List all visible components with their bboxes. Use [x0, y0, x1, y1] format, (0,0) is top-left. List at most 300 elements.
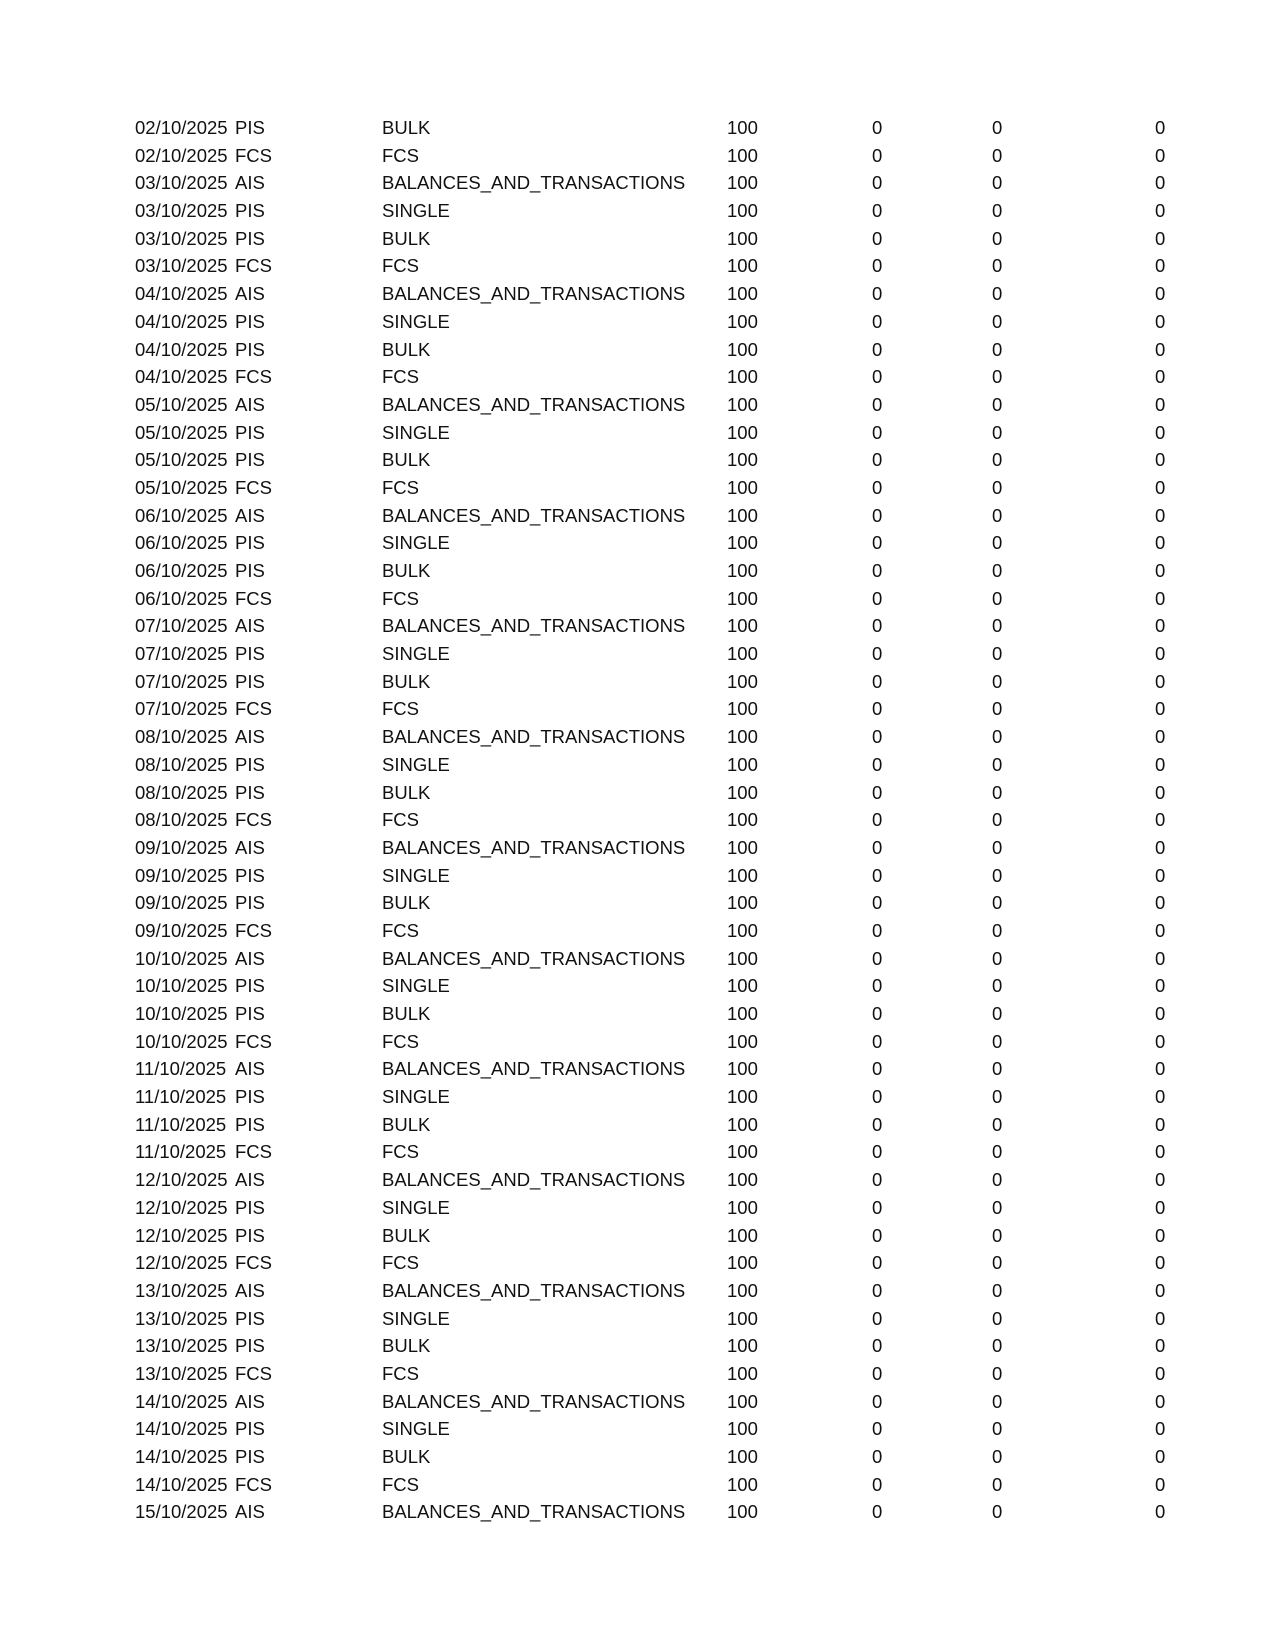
date-cell: 14/10/2025 [135, 1473, 228, 1495]
type-cell: SINGLE [382, 421, 450, 443]
value-4-cell: 0 [1155, 144, 1166, 166]
value-1-cell: 100 [727, 1058, 758, 1080]
value-1-cell: 100 [727, 975, 758, 997]
table-row [0, 169, 1275, 197]
value-3-cell: 0 [992, 1196, 1003, 1218]
value-4-cell: 0 [1155, 1501, 1166, 1523]
table-row [0, 1028, 1275, 1056]
value-2-cell: 0 [872, 836, 883, 858]
table-row [0, 1277, 1275, 1305]
api-cell: AIS [235, 726, 265, 748]
date-cell: 06/10/2025 [135, 504, 228, 526]
value-2-cell: 0 [872, 310, 883, 332]
value-3-cell: 0 [992, 1390, 1003, 1412]
value-4-cell: 0 [1155, 947, 1166, 969]
value-3-cell: 0 [992, 1003, 1003, 1024]
value-1-cell: 100 [727, 283, 758, 305]
api-cell: FCS [235, 255, 272, 277]
value-2-cell: 0 [872, 892, 883, 914]
type-cell: BULK [382, 1003, 431, 1024]
api-cell: FCS [235, 1362, 272, 1384]
value-1-cell: 100 [727, 1224, 758, 1246]
value-4-cell: 0 [1155, 1446, 1166, 1467]
value-1-cell: 100 [727, 1252, 758, 1274]
value-3-cell: 0 [992, 200, 1003, 222]
value-4-cell: 0 [1155, 1030, 1166, 1052]
value-4-cell: 0 [1155, 864, 1166, 886]
date-cell: 13/10/2025 [135, 1307, 228, 1329]
value-3-cell: 0 [992, 1224, 1003, 1246]
date-cell: 07/10/2025 [135, 643, 228, 665]
table-row [0, 612, 1275, 640]
type-cell: SINGLE [382, 864, 450, 886]
value-4-cell: 0 [1155, 310, 1166, 332]
date-cell: 09/10/2025 [135, 892, 228, 914]
api-cell: PIS [235, 781, 265, 803]
value-4-cell: 0 [1155, 338, 1166, 360]
type-cell: BALANCES_AND_TRANSACTIONS [382, 947, 686, 969]
table-row [0, 1332, 1275, 1360]
value-1-cell: 100 [727, 476, 758, 498]
type-cell: BALANCES_AND_TRANSACTIONS [382, 1169, 686, 1191]
value-3-cell: 0 [992, 864, 1003, 886]
value-4-cell: 0 [1155, 1141, 1166, 1163]
type-cell: FCS [382, 144, 419, 166]
value-2-cell: 0 [872, 753, 883, 775]
value-1-cell: 100 [727, 1473, 758, 1495]
value-1-cell: 100 [727, 892, 758, 914]
value-3-cell: 0 [992, 1501, 1003, 1523]
value-2-cell: 0 [872, 1058, 883, 1080]
value-2-cell: 0 [872, 1307, 883, 1329]
value-4-cell: 0 [1155, 698, 1166, 720]
date-cell: 10/10/2025 [135, 1030, 228, 1052]
date-cell: 10/10/2025 [135, 947, 228, 969]
table-row [0, 806, 1275, 834]
value-1-cell: 100 [727, 1196, 758, 1218]
table-row [0, 1166, 1275, 1194]
api-cell: FCS [235, 144, 272, 166]
date-cell: 11/10/2025 [135, 1141, 227, 1163]
value-2-cell: 0 [872, 393, 883, 415]
api-cell: PIS [235, 1335, 265, 1357]
type-cell: BALANCES_AND_TRANSACTIONS [382, 836, 686, 858]
table-row [0, 1249, 1275, 1277]
table-row [0, 1138, 1275, 1166]
date-cell: 07/10/2025 [135, 698, 228, 720]
value-3-cell: 0 [992, 366, 1003, 388]
type-cell: BULK [382, 1224, 431, 1246]
value-1-cell: 100 [727, 117, 758, 138]
api-cell: PIS [235, 1086, 265, 1108]
type-cell: BALANCES_AND_TRANSACTIONS [382, 1279, 686, 1301]
table-row [0, 1305, 1275, 1333]
table-row [0, 1055, 1275, 1083]
value-1-cell: 100 [727, 781, 758, 803]
value-1-cell: 100 [727, 836, 758, 858]
date-cell: 06/10/2025 [135, 560, 228, 581]
api-cell: PIS [235, 338, 265, 360]
value-4-cell: 0 [1155, 1224, 1166, 1246]
value-2-cell: 0 [872, 532, 883, 554]
value-4-cell: 0 [1155, 726, 1166, 748]
value-1-cell: 100 [727, 1003, 758, 1024]
value-1-cell: 100 [727, 1141, 758, 1163]
value-1-cell: 100 [727, 560, 758, 581]
api-cell: AIS [235, 836, 265, 858]
api-cell: PIS [235, 117, 265, 138]
value-2-cell: 0 [872, 421, 883, 443]
type-cell: BALANCES_AND_TRANSACTIONS [382, 172, 686, 194]
value-4-cell: 0 [1155, 1390, 1166, 1412]
value-2-cell: 0 [872, 615, 883, 637]
value-3-cell: 0 [992, 1113, 1003, 1135]
value-3-cell: 0 [992, 643, 1003, 665]
value-3-cell: 0 [992, 393, 1003, 415]
value-4-cell: 0 [1155, 1169, 1166, 1191]
value-1-cell: 100 [727, 255, 758, 277]
type-cell: SINGLE [382, 1307, 450, 1329]
value-4-cell: 0 [1155, 393, 1166, 415]
value-3-cell: 0 [992, 836, 1003, 858]
date-cell: 12/10/2025 [135, 1169, 228, 1191]
table-row [0, 446, 1275, 474]
value-2-cell: 0 [872, 1335, 883, 1357]
value-1-cell: 100 [727, 1501, 758, 1523]
value-1-cell: 100 [727, 1307, 758, 1329]
type-cell: BULK [382, 1446, 431, 1467]
type-cell: SINGLE [382, 753, 450, 775]
api-cell: PIS [235, 200, 265, 222]
value-1-cell: 100 [727, 504, 758, 526]
type-cell: BULK [382, 1335, 431, 1357]
value-4-cell: 0 [1155, 892, 1166, 914]
value-2-cell: 0 [872, 227, 883, 249]
api-cell: PIS [235, 1446, 265, 1467]
value-3-cell: 0 [992, 144, 1003, 166]
type-cell: SINGLE [382, 1086, 450, 1108]
value-2-cell: 0 [872, 1501, 883, 1523]
value-3-cell: 0 [992, 310, 1003, 332]
table-row [0, 1388, 1275, 1416]
value-4-cell: 0 [1155, 1086, 1166, 1108]
value-1-cell: 100 [727, 338, 758, 360]
api-cell: FCS [235, 1141, 272, 1163]
value-3-cell: 0 [992, 255, 1003, 277]
date-cell: 14/10/2025 [135, 1418, 228, 1440]
value-2-cell: 0 [872, 587, 883, 609]
type-cell: BULK [382, 338, 431, 360]
value-3-cell: 0 [992, 753, 1003, 775]
value-2-cell: 0 [872, 255, 883, 277]
value-2-cell: 0 [872, 1473, 883, 1495]
value-2-cell: 0 [872, 1224, 883, 1246]
value-3-cell: 0 [992, 726, 1003, 748]
type-cell: BALANCES_AND_TRANSACTIONS [382, 615, 686, 637]
value-4-cell: 0 [1155, 476, 1166, 498]
table-row [0, 419, 1275, 447]
value-1-cell: 100 [727, 670, 758, 692]
value-2-cell: 0 [872, 560, 883, 581]
value-1-cell: 100 [727, 1390, 758, 1412]
table-row [0, 529, 1275, 557]
api-cell: AIS [235, 615, 265, 637]
value-4-cell: 0 [1155, 200, 1166, 222]
value-4-cell: 0 [1155, 836, 1166, 858]
date-cell: 12/10/2025 [135, 1252, 228, 1274]
value-3-cell: 0 [992, 781, 1003, 803]
date-cell: 08/10/2025 [135, 726, 228, 748]
value-4-cell: 0 [1155, 1058, 1166, 1080]
value-1-cell: 100 [727, 1030, 758, 1052]
value-4-cell: 0 [1155, 1196, 1166, 1218]
value-2-cell: 0 [872, 476, 883, 498]
value-2-cell: 0 [872, 1362, 883, 1384]
type-cell: BULK [382, 560, 431, 581]
date-cell: 15/10/2025 [135, 1501, 228, 1523]
api-cell: PIS [235, 1113, 265, 1135]
table-row [0, 1000, 1275, 1028]
value-3-cell: 0 [992, 1473, 1003, 1495]
value-4-cell: 0 [1155, 227, 1166, 249]
value-2-cell: 0 [872, 366, 883, 388]
value-4-cell: 0 [1155, 1362, 1166, 1384]
date-cell: 14/10/2025 [135, 1446, 228, 1467]
value-1-cell: 100 [727, 310, 758, 332]
type-cell: FCS [382, 1141, 419, 1163]
type-cell: BULK [382, 781, 431, 803]
date-cell: 13/10/2025 [135, 1362, 228, 1384]
date-cell: 02/10/2025 [135, 144, 228, 166]
api-cell: PIS [235, 227, 265, 249]
value-3-cell: 0 [992, 1169, 1003, 1191]
date-cell: 02/10/2025 [135, 117, 228, 138]
table-row [0, 1471, 1275, 1499]
value-1-cell: 100 [727, 726, 758, 748]
value-1-cell: 100 [727, 421, 758, 443]
date-cell: 09/10/2025 [135, 864, 228, 886]
value-3-cell: 0 [992, 587, 1003, 609]
value-2-cell: 0 [872, 947, 883, 969]
value-3-cell: 0 [992, 1252, 1003, 1274]
type-cell: BULK [382, 670, 431, 692]
api-cell: AIS [235, 1169, 265, 1191]
api-cell: PIS [235, 449, 265, 471]
value-1-cell: 100 [727, 532, 758, 554]
value-4-cell: 0 [1155, 560, 1166, 581]
table-row [0, 336, 1275, 364]
value-4-cell: 0 [1155, 670, 1166, 692]
type-cell: SINGLE [382, 1418, 450, 1440]
type-cell: BULK [382, 892, 431, 914]
date-cell: 04/10/2025 [135, 283, 228, 305]
value-1-cell: 100 [727, 1418, 758, 1440]
value-4-cell: 0 [1155, 1418, 1166, 1440]
api-cell: PIS [235, 643, 265, 665]
value-1-cell: 100 [727, 587, 758, 609]
value-4-cell: 0 [1155, 172, 1166, 194]
date-cell: 07/10/2025 [135, 670, 228, 692]
value-2-cell: 0 [872, 670, 883, 692]
api-cell: PIS [235, 532, 265, 554]
value-3-cell: 0 [992, 1446, 1003, 1467]
value-3-cell: 0 [992, 421, 1003, 443]
table-row [0, 779, 1275, 807]
api-cell: AIS [235, 393, 265, 415]
value-3-cell: 0 [992, 919, 1003, 941]
value-4-cell: 0 [1155, 1335, 1166, 1357]
api-cell: PIS [235, 753, 265, 775]
table-row [0, 668, 1275, 696]
value-1-cell: 100 [727, 200, 758, 222]
value-2-cell: 0 [872, 1141, 883, 1163]
value-4-cell: 0 [1155, 643, 1166, 665]
table-row [0, 197, 1275, 225]
api-cell: PIS [235, 975, 265, 997]
table-row [0, 225, 1275, 253]
value-2-cell: 0 [872, 1003, 883, 1024]
api-cell: PIS [235, 670, 265, 692]
date-cell: 04/10/2025 [135, 366, 228, 388]
table-row [0, 723, 1275, 751]
type-cell: BULK [382, 449, 431, 471]
value-1-cell: 100 [727, 809, 758, 831]
api-cell: FCS [235, 366, 272, 388]
value-1-cell: 100 [727, 1335, 758, 1357]
type-cell: FCS [382, 366, 419, 388]
api-cell: AIS [235, 172, 265, 194]
type-cell: FCS [382, 255, 419, 277]
value-3-cell: 0 [992, 172, 1003, 194]
value-2-cell: 0 [872, 1113, 883, 1135]
value-1-cell: 100 [727, 1362, 758, 1384]
date-cell: 05/10/2025 [135, 476, 228, 498]
type-cell: BALANCES_AND_TRANSACTIONS [382, 1058, 686, 1080]
date-cell: 06/10/2025 [135, 587, 228, 609]
value-1-cell: 100 [727, 947, 758, 969]
date-cell: 05/10/2025 [135, 421, 228, 443]
type-cell: SINGLE [382, 643, 450, 665]
date-cell: 04/10/2025 [135, 338, 228, 360]
value-4-cell: 0 [1155, 809, 1166, 831]
value-1-cell: 100 [727, 1086, 758, 1108]
date-cell: 03/10/2025 [135, 172, 228, 194]
value-4-cell: 0 [1155, 975, 1166, 997]
value-3-cell: 0 [992, 1086, 1003, 1108]
date-cell: 13/10/2025 [135, 1335, 228, 1357]
data-table [0, 114, 1275, 1526]
value-2-cell: 0 [872, 172, 883, 194]
table-row [0, 972, 1275, 1000]
date-cell: 12/10/2025 [135, 1196, 228, 1218]
table-row [0, 502, 1275, 530]
value-4-cell: 0 [1155, 117, 1166, 138]
value-2-cell: 0 [872, 809, 883, 831]
type-cell: FCS [382, 476, 419, 498]
api-cell: AIS [235, 283, 265, 305]
table-row [0, 391, 1275, 419]
table-row [0, 142, 1275, 170]
api-cell: AIS [235, 1058, 265, 1080]
type-cell: BULK [382, 117, 431, 138]
date-cell: 06/10/2025 [135, 532, 228, 554]
value-1-cell: 100 [727, 144, 758, 166]
table-row [0, 862, 1275, 890]
table-row [0, 640, 1275, 668]
value-2-cell: 0 [872, 698, 883, 720]
api-cell: PIS [235, 1307, 265, 1329]
type-cell: BALANCES_AND_TRANSACTIONS [382, 726, 686, 748]
value-3-cell: 0 [992, 615, 1003, 637]
value-2-cell: 0 [872, 726, 883, 748]
date-cell: 10/10/2025 [135, 1003, 228, 1024]
date-cell: 03/10/2025 [135, 227, 228, 249]
date-cell: 11/10/2025 [135, 1113, 227, 1135]
value-3-cell: 0 [992, 227, 1003, 249]
table-row [0, 695, 1275, 723]
value-2-cell: 0 [872, 144, 883, 166]
value-1-cell: 100 [727, 172, 758, 194]
table-row [0, 1415, 1275, 1443]
value-4-cell: 0 [1155, 1003, 1166, 1024]
date-cell: 08/10/2025 [135, 809, 228, 831]
type-cell: FCS [382, 698, 419, 720]
value-3-cell: 0 [992, 449, 1003, 471]
type-cell: BULK [382, 227, 431, 249]
table-row [0, 945, 1275, 973]
value-1-cell: 100 [727, 1446, 758, 1467]
value-1-cell: 100 [727, 698, 758, 720]
table-row [0, 308, 1275, 336]
value-1-cell: 100 [727, 864, 758, 886]
table-row [0, 1194, 1275, 1222]
value-2-cell: 0 [872, 200, 883, 222]
api-cell: PIS [235, 310, 265, 332]
table-row [0, 1443, 1275, 1471]
date-cell: 07/10/2025 [135, 615, 228, 637]
value-4-cell: 0 [1155, 781, 1166, 803]
type-cell: SINGLE [382, 1196, 450, 1218]
type-cell: FCS [382, 1473, 419, 1495]
value-3-cell: 0 [992, 670, 1003, 692]
table-row [0, 1498, 1275, 1526]
type-cell: BALANCES_AND_TRANSACTIONS [382, 1501, 686, 1523]
api-cell: FCS [235, 1030, 272, 1052]
value-3-cell: 0 [992, 117, 1003, 138]
value-2-cell: 0 [872, 1030, 883, 1052]
api-cell: PIS [235, 1196, 265, 1218]
value-2-cell: 0 [872, 975, 883, 997]
value-3-cell: 0 [992, 1058, 1003, 1080]
date-cell: 11/10/2025 [135, 1086, 227, 1108]
value-3-cell: 0 [992, 1030, 1003, 1052]
type-cell: BALANCES_AND_TRANSACTIONS [382, 283, 686, 305]
value-2-cell: 0 [872, 449, 883, 471]
value-4-cell: 0 [1155, 1307, 1166, 1329]
value-2-cell: 0 [872, 338, 883, 360]
date-cell: 08/10/2025 [135, 753, 228, 775]
value-4-cell: 0 [1155, 1113, 1166, 1135]
value-2-cell: 0 [872, 504, 883, 526]
type-cell: FCS [382, 1252, 419, 1274]
api-cell: FCS [235, 919, 272, 941]
table-row [0, 280, 1275, 308]
value-1-cell: 100 [727, 615, 758, 637]
date-cell: 13/10/2025 [135, 1279, 228, 1301]
value-2-cell: 0 [872, 643, 883, 665]
value-1-cell: 100 [727, 366, 758, 388]
api-cell: PIS [235, 892, 265, 914]
